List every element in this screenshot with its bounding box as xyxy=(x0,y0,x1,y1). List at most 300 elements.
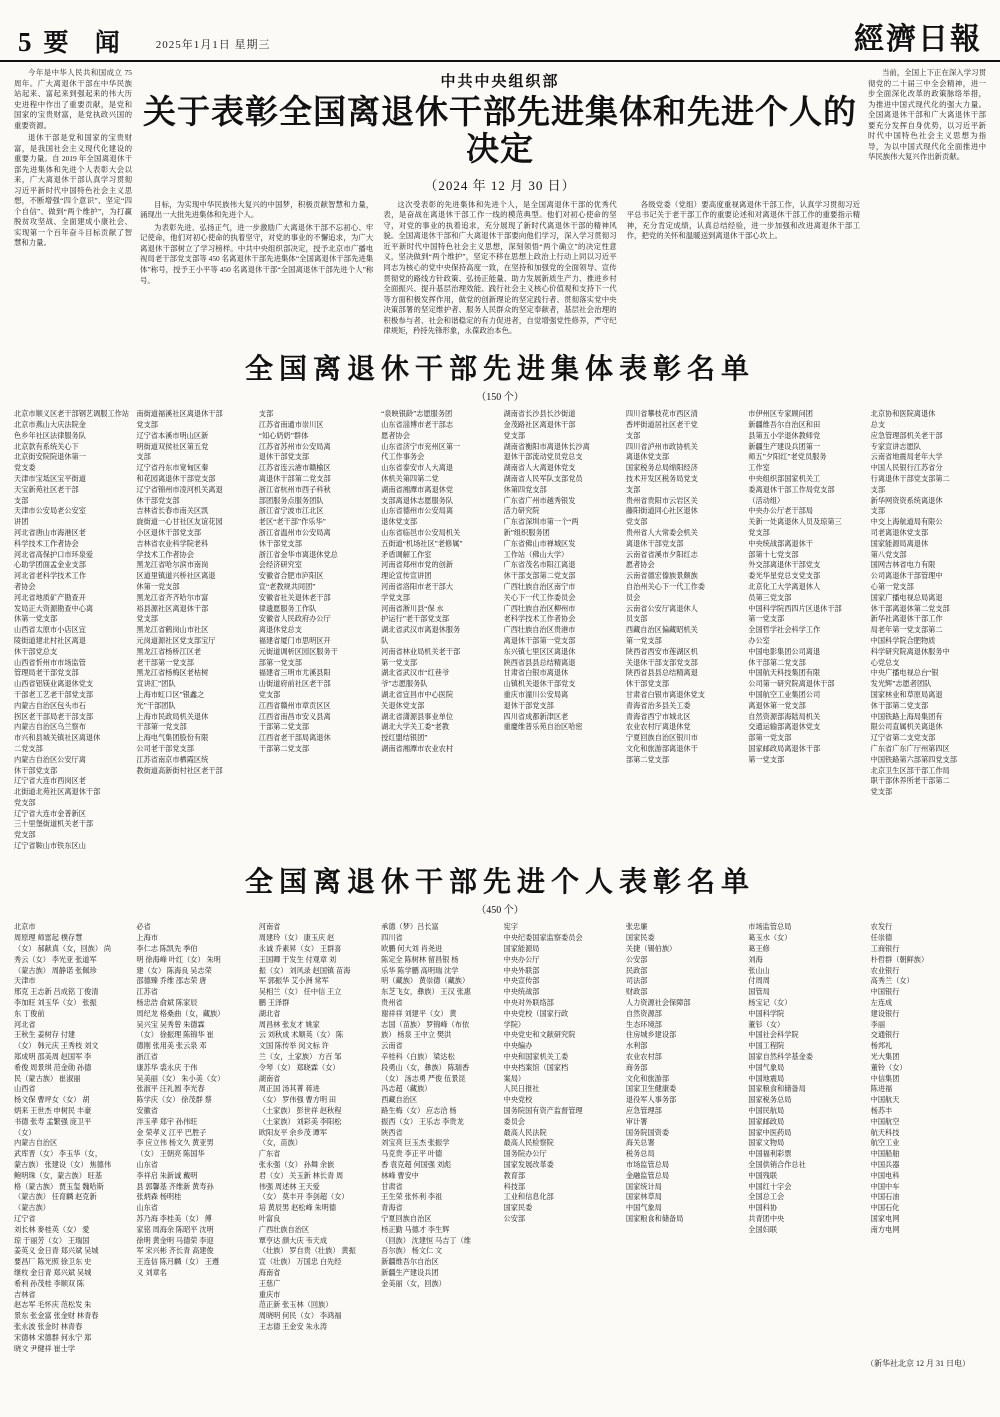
right-intro-column xyxy=(868,68,986,339)
list-item: 公安部 xyxy=(625,955,648,964)
dispatch-credit: （新华社北京 12 月 31 日电） xyxy=(866,1359,970,1369)
list-item: 中国铁路第六部第四党支部 xyxy=(870,755,957,764)
list-item: 东芝飞女，彝族） 王汉 张惠 xyxy=(381,988,471,997)
list-item: 国务院办公厅 xyxy=(503,1150,547,1159)
page-number: 5 xyxy=(18,27,32,57)
list-item: （女） 郝献真（女，回族） 尚 xyxy=(14,945,112,954)
list-item: 左连成 xyxy=(870,999,893,1008)
list-item: 国务院国资委 xyxy=(625,1128,670,1137)
list-item: 书德 张寿 孟繁强 庞卫平 xyxy=(14,1117,92,1126)
list-item: 河南省洛阳市老干部大 xyxy=(381,582,454,591)
list-item: （女） 徐振理 陈锦华 崔 xyxy=(136,1031,214,1040)
list-item: 陕西省西安市莲湖区机 xyxy=(625,647,698,656)
list-item: 内蒙古自治区乌兰察布 xyxy=(14,723,86,732)
list-item: 云南省省溪市夕阳红志 xyxy=(625,550,698,559)
list-item: 北京市 xyxy=(14,923,36,932)
list-item: 公司离退休干部管理中 xyxy=(870,572,943,581)
list-item: 党支部 xyxy=(14,831,36,840)
name-column xyxy=(626,409,741,765)
list-item: 国家林业和草原局离退 xyxy=(870,690,943,699)
list-item: 香 袁克超 何国强 刘彪 xyxy=(381,1161,452,1169)
collective-name-list xyxy=(14,409,986,852)
list-item: 江西省赣州市章贡区区 xyxy=(258,701,331,710)
list-item: 贵州省人大常委会机关 xyxy=(625,528,698,537)
list-item: 天宝新苑社区老干部 xyxy=(14,485,79,494)
list-item: 浙江省温州市公安局离 xyxy=(258,528,331,537)
list-item: 中国地震局 xyxy=(748,1074,785,1083)
list-item: 军 宋兴彬 齐长青 高建俊 xyxy=(136,1247,214,1256)
list-item: 伟强 周述林 王天爱 xyxy=(258,1182,320,1191)
list-item: 中国石油 xyxy=(870,1193,900,1202)
left-intro-column xyxy=(14,68,132,339)
list-item: “泉映银龄”志愿服务团 xyxy=(381,410,453,419)
list-item: 中交上海航道局有限公 xyxy=(870,518,943,527)
list-item: 人力资源社会保障部 xyxy=(625,999,691,1008)
list-item: 张永波 张金时 林青春 xyxy=(14,1322,83,1331)
list-item: 云南省德宏傣族景颇族 xyxy=(625,572,698,581)
list-item: 民（蒙古族） 崔淑丽 xyxy=(14,1074,81,1083)
lead-column-2 xyxy=(383,200,616,339)
list-item: 委离退休干部工作局党支部 xyxy=(748,485,835,494)
list-item: 浙江省 xyxy=(136,1053,158,1062)
list-item: 中央党校 xyxy=(503,1096,533,1105)
list-item: 江西省老干部局离退休 xyxy=(258,734,331,743)
list-item: 河北省地质矿产勘查开 xyxy=(14,593,86,602)
list-item: 江苏省南京市栖霞区统 xyxy=(136,755,209,764)
individual-banner: 全国离退休干部先进个人表彰名单 xyxy=(244,866,755,898)
list-item: 理论宣传宣讲团 xyxy=(381,572,432,581)
list-item: 国家电网 xyxy=(870,1214,900,1223)
individual-count: （450 个） xyxy=(476,905,524,917)
list-item: 县第五小学退休教师党 xyxy=(748,431,821,440)
list-item: 路生梅（女） 应志洽 杨 xyxy=(381,1107,457,1116)
list-item: 云南省地震局老年大学 xyxy=(870,453,943,462)
list-item: 明 徐海峰 叶红（女） 朱明 xyxy=(136,955,221,964)
list-item: 中央组织部国家机关工 xyxy=(748,474,821,483)
list-item: 外交部离退休干部党支 xyxy=(748,561,821,570)
list-item: 交通银行 xyxy=(870,1031,900,1040)
list-item: 云南省公安厅离退休人 xyxy=(625,604,698,613)
list-item: 天津市公安局老公安室 xyxy=(14,507,86,516)
list-item: 张永强（女） 孙舞 余嵌 xyxy=(258,1161,335,1169)
list-item: 金融监管总局 xyxy=(625,1171,670,1180)
name-column xyxy=(748,409,863,765)
list-item: 农发行 xyxy=(870,923,893,932)
list-item: （活动组） xyxy=(748,496,785,505)
list-item: 裕县源社区离退休干部 xyxy=(136,604,209,613)
list-item: 中国科协 xyxy=(748,1204,778,1213)
list-item: 案局） xyxy=(503,1074,526,1083)
list-item: 广西壮族自治区 xyxy=(258,1225,310,1234)
list-item: 覃亨达 颜大庆 韦天成 xyxy=(258,1236,328,1245)
list-item: 工作站（佛山大学） xyxy=(503,550,569,559)
list-item: 鲍明珠（女，蒙古族） 旺基 xyxy=(14,1171,103,1180)
list-item: 休干部第二党支部 xyxy=(870,701,929,710)
list-item: 党支委 xyxy=(14,464,36,473)
list-item: 安徽省人民政府办公厅 xyxy=(258,615,331,624)
list-item: 周正国 汤其菁 蒋进 xyxy=(258,1085,320,1094)
name-column xyxy=(259,922,374,1332)
list-item: 山镇机关退休干部党支 xyxy=(503,680,576,689)
list-item: 永诚 乔素昇（女） 王群喜 xyxy=(258,945,342,954)
name-column xyxy=(14,922,129,1354)
list-item: 令琴（女） 郑晓霖（女） xyxy=(258,1063,340,1072)
list-item: 范正新 张玉林（回族） xyxy=(258,1301,333,1310)
list-item: 郑成明 邵美周 赵国军 李 xyxy=(14,1053,92,1062)
list-item: 中国气象局 xyxy=(748,1063,785,1072)
list-item: 江苏省 xyxy=(136,988,158,997)
lead-paragraph: 为表彰先进、弘扬正气，进一步激励广大离退休干部不忘初心、牢记使命，他们对初心使命的执着坚守，对党的事业的不懈追求，为广大离退休干部树立了学习榜样。中共中央组织部决定，授予北京市广播电视局老干部党支部等 450 名离退休干部先进集体“全国离退休干部先进集体”称号，授予王小平等 450 名离退休干部“全国离退休干部先进个人”称号。 xyxy=(140,222,374,285)
list-item: 第一党支部 xyxy=(625,636,662,645)
list-item: 新疆生产建设兵团第一 xyxy=(748,442,821,451)
list-item: 中央办公厅老干部局 xyxy=(748,507,813,516)
list-item: 李仁志 陈凯先 季伯 xyxy=(136,945,198,954)
list-item: 中国人民银行江苏省分 xyxy=(870,464,943,473)
list-item: 北街道北苑社区离退休干部 xyxy=(14,788,101,797)
list-item: 新疆生产建设兵团 xyxy=(381,1268,439,1277)
list-item: 甘肃省白银市离退休党支 xyxy=(625,690,705,699)
list-item: 财政部 xyxy=(625,988,648,997)
list-item: 新华网资资系统离退休 xyxy=(870,496,943,505)
list-item: 老干部第一党支部 xyxy=(136,658,194,667)
list-item: （女） 罗伟强 曹方明 田 xyxy=(258,1096,337,1105)
list-item: 中国社会科学院 xyxy=(748,1031,799,1040)
list-item: 建设银行 xyxy=(870,1009,900,1018)
list-item: 全国供销合作总社 xyxy=(748,1161,806,1169)
list-item: 中国铁路上海局集团有 xyxy=(870,712,943,721)
list-item: 周晓明 何民（女） 李鸿福 xyxy=(258,1312,342,1321)
name-column xyxy=(136,922,251,1278)
list-item: 教街道高新街村社区老干部 xyxy=(136,766,223,775)
list-item: 湖北省 xyxy=(258,1009,281,1018)
list-item: 支部离退休志愿服务队 xyxy=(381,496,454,505)
list-item: 最高人民检察院 xyxy=(503,1139,554,1148)
list-item: 发局正大资源勘查中心离 xyxy=(14,604,94,613)
issuing-department: 中共中央组织部 xyxy=(440,74,560,90)
list-item: 吴兴宝 吴秀曾 朱德霖 xyxy=(136,1020,205,1029)
list-item: 第一党支部 xyxy=(748,755,785,764)
list-item: 张淑平 汪礼圆 李光春 xyxy=(136,1085,205,1094)
list-item: 南街道福溪社区离退休干部 xyxy=(136,410,223,419)
list-item: 张山山 xyxy=(748,966,770,975)
list-item: 元街道调析区园区服务干 xyxy=(258,647,338,656)
list-item: 中国工程院 xyxy=(748,1042,785,1051)
list-item: 发光辉”志愿者团队 xyxy=(870,680,932,689)
list-item: 王国卿 于发生 付观章 刘 xyxy=(258,955,337,964)
list-item: 马克贵 李正平 叶德 xyxy=(381,1150,443,1159)
list-item: 山西省 xyxy=(14,1085,36,1094)
lead-paragraph: 这次受表彰的先进集体和先进个人，是全国离退休干部的优秀代表，是奋战在离退休干部工作一线的模范典型。他们对初心使命的坚守，对党的事业的执着追求，充分展现了新时代离退休干部的精神风貌。全国离退休干部和广大离退休干部要向他们学习，深入学习贯彻习近平新时代中国特色社会主义思想，深刻领悟“两个确立”的决定性意义，坚决做到“两个维护”，坚定不移在思想上政治上行动上同以习近平同志为核心的党中央保持高度一致，在坚持和加强党的全面领导、宣传贯彻党的路线方针政策、弘扬正能量、助力发展新质生产力、推进乡村全面振兴、提升基层治理效能、践行社会主义核心价值观和支持下一代等方面积极发挥作用，做党的创新理论的坚定践行者、贯彻落实党中央决策部署的坚定维护者、服务人民群众的坚定奉献者，基层社会治理的积极参与者、社会和谐稳定的有力促进者，自觉增强党性修养，严守纪律规矩，矜持先锋形象，永葆政治本色。 xyxy=(383,199,617,336)
list-item: 广东省深圳市第一个“两 xyxy=(503,518,579,527)
list-item: 湖南省衡阳市离退休长沙离 xyxy=(503,442,590,451)
list-item: 支部 xyxy=(870,507,886,516)
list-item: 中央党史和文献研究院 xyxy=(503,1031,576,1040)
list-item: 员支部 xyxy=(625,615,648,624)
lead-column-1 xyxy=(140,200,373,339)
list-item: 农业银行 xyxy=(870,966,900,975)
list-item: 全国妇联 xyxy=(748,1225,778,1234)
list-item: 市场监管总局 xyxy=(748,923,792,932)
headline-column xyxy=(132,68,868,339)
list-item: 张忠廉 xyxy=(625,923,648,932)
name-column xyxy=(626,922,741,1224)
list-item: 李祥启 朱新诚 戴明 xyxy=(136,1171,198,1180)
list-item: 退役军人事务部 xyxy=(625,1096,677,1105)
list-item: 吴美丽（女） 朱小美（女） xyxy=(136,1074,225,1083)
list-item: 公司老干部党支部 xyxy=(136,744,194,753)
list-item: 宋德林 宋德群 何永宁 郑 xyxy=(14,1333,92,1342)
list-item: 上海电气集团股份有限 xyxy=(136,734,209,743)
list-item: 承德（梦）吕长富 xyxy=(381,923,439,932)
list-item: 五街道“机场社区”老修属” xyxy=(381,539,463,548)
list-item: 江苏省南通市崇川区 xyxy=(258,421,324,429)
list-item: 湖北省武汉市“红巷爷 xyxy=(381,669,450,678)
list-item: 金 荣孝义 江平 巴胜子 xyxy=(136,1128,207,1137)
list-item: 国务院国有资产监督管理 xyxy=(503,1107,583,1116)
list-item: 市兴和县城关镇社区离退休 xyxy=(14,734,101,743)
list-item: 西藏自治区偏藏昭机关 xyxy=(625,626,698,635)
list-item: 国家税务总局 xyxy=(748,1096,792,1105)
list-item: 休干部党支部 xyxy=(136,496,180,505)
list-item: 湖南省人民军队支部党员 xyxy=(503,474,583,483)
list-item: 司法部 xyxy=(625,977,648,986)
left-intro-paragraph: 退休干部是党和国家的宝贵财富，是我国社会主义现代化建设的重要力量。自 2019 年全国离退休干部先进集体和先进个人表彰大会以来，广大离退休干部认真学习贯彻习近平新时代中国特色社会主义思想，不断增强“四个意识”、坚定“四个自信”、做到“两个维护”，为打赢脱贫攻坚战、全面建成小康社会、实现第一个百年奋斗目标贡献了智慧和力量。 xyxy=(14,133,132,248)
list-item: 志国（苗族） 罗锦峰（布依 xyxy=(381,1020,470,1029)
list-item: 天津市宝坻区宝平街道 xyxy=(14,474,86,483)
list-item: 贵州省贵阳市云岩区关 xyxy=(625,496,698,505)
lead-paragraph: 当前，全国上下正在深入学习贯彻党的二十届三中全会精神，进一步全面深化改革的政策脉络举措，为推进中国式现代化的强大力量。全国离退休干部和广大离退休干部要充分发挥自身优势，以习近平新时代中国特色社会主义思想为指导，为以中国式现代化全面推进中华民族伟大复兴作出新贡献。 xyxy=(868,68,986,162)
list-item: 离退休干部第二党支部 xyxy=(258,474,331,483)
list-item: 中国电影集团公司离退 xyxy=(748,647,821,656)
list-item: 江苏省苏州市公安局离 xyxy=(258,442,331,451)
list-item: 广东省佛山市禅城区发 xyxy=(503,539,576,548)
list-item: 离退休干部党支部 xyxy=(625,539,684,548)
list-item: 生态环境部 xyxy=(625,1020,662,1029)
list-item: 二党支部 xyxy=(14,744,43,753)
list-item: 休干部党支部 xyxy=(14,766,58,775)
section-title: 要 闻 xyxy=(43,30,130,57)
list-item: 天津市 xyxy=(14,977,36,986)
list-item: 吉林省长春市南关区凯 xyxy=(136,507,209,516)
list-item: 第一党支部 xyxy=(381,658,418,667)
list-item: 北京化工大学离退休人 xyxy=(748,582,821,591)
list-item: 中国电科 xyxy=(870,1171,900,1180)
list-item: 党支部 xyxy=(14,798,36,807)
list-item: 中央统战部离退休干 xyxy=(748,539,813,548)
list-item: 第一党支部 xyxy=(748,615,785,624)
list-item: 中央档案馆（国家档 xyxy=(503,1063,569,1072)
list-item: 兰（女，土家族） 方百 邹 xyxy=(258,1053,342,1062)
name-column xyxy=(504,922,619,1224)
list-item: 中国气象局 xyxy=(625,1204,662,1213)
list-item: 宁夏回族自治区银川市 xyxy=(625,734,698,743)
list-item: 青海省 xyxy=(381,1204,403,1213)
list-item: 河北省老科学技术工作 xyxy=(14,572,86,581)
list-item: 吉林省 xyxy=(14,1290,36,1299)
list-item: 北京协和医院离退休 xyxy=(870,410,936,419)
list-item: 部第一党支部 xyxy=(258,658,302,667)
list-item: 国家粮食和储备局 xyxy=(625,1214,684,1223)
list-item: 重庆市潼川公安局离 xyxy=(503,690,569,699)
list-item: 党支部 xyxy=(625,518,648,527)
list-item: （回族） 沈建恒 马吉丁（维 xyxy=(381,1236,471,1245)
list-item: 公安部 xyxy=(503,1214,526,1223)
list-item: 黑龙江省鹤岗山市社区 xyxy=(136,626,209,635)
list-item: 管理局老干部党支部 xyxy=(14,669,79,678)
list-item: 国网吉林省电力有限 xyxy=(870,561,936,570)
list-item: 师五”夕阳红”老党员服务 xyxy=(748,453,827,462)
list-item: 愿者协会 xyxy=(381,431,410,440)
list-item: 任崇德 xyxy=(870,934,893,943)
list-item: 司老离退休党支部 xyxy=(870,528,929,537)
list-item: 河北省高保护口市环泉爱 xyxy=(14,550,94,559)
decision-date: （2024 年 12 月 30 日） xyxy=(424,177,576,193)
list-item: 葛王修 xyxy=(748,945,770,954)
list-item: 康苏华 裘永庆 于伟 xyxy=(136,1063,198,1072)
list-item: 中信集团 xyxy=(870,1074,900,1083)
list-item: 东 丁俊前 xyxy=(14,1009,45,1018)
list-item: 中央统战部 xyxy=(503,988,540,997)
list-item: 文化和旅游部 xyxy=(625,1074,670,1083)
name-column xyxy=(871,922,986,1235)
list-item: 山西省忻州市市场监管 xyxy=(14,658,86,667)
list-item: 王生荣 张怀利 李祖 xyxy=(381,1193,443,1202)
list-item: 河南省郑州市党的创新 xyxy=(381,561,454,570)
list-item: 黑龙江省杨桥江区老 xyxy=(136,647,202,656)
list-item: 周原理 师雷起 樸存慧 xyxy=(14,934,83,943)
list-item: 市伊州区专家顾问团 xyxy=(748,410,813,419)
list-item: 国家民委 xyxy=(503,1204,533,1213)
list-item: 林峰 曹安中 xyxy=(381,1171,419,1180)
list-item: 委光华星党总支党支部 xyxy=(748,572,821,581)
list-item: 新”组织服务团 xyxy=(503,528,550,537)
list-item: 山东省 xyxy=(136,1204,158,1213)
list-item: 中央办公厅 xyxy=(503,955,540,964)
list-item: 科学研究院离退休服务中 xyxy=(870,647,950,656)
list-item: 中央外联部 xyxy=(503,966,540,975)
list-item: 湖南省人大离退休党支 xyxy=(503,464,576,473)
list-item: 四川省成都新津区老 xyxy=(503,712,569,721)
list-item: 广东省广州市越秀银发 xyxy=(503,496,576,505)
list-item: 王志德 王金安 朱永涛 xyxy=(258,1322,328,1331)
list-item: 金茂路社区离退休干部 xyxy=(503,421,576,429)
list-item: 内蒙古自治区 xyxy=(14,1139,58,1148)
list-item: 学党支部 xyxy=(381,593,410,602)
list-item: 辽宁省锦州市凌河机关离退 xyxy=(136,485,223,494)
list-item: 支部 xyxy=(136,453,151,462)
list-item: 杨正勤 马德才 李生辉 xyxy=(381,1225,450,1234)
list-item: 金美丽（女，回族） xyxy=(381,1279,446,1288)
list-item: 西藏自治区 xyxy=(381,1096,418,1105)
list-item: 员会 xyxy=(625,593,641,602)
list-item: 矛盾调解工作室 xyxy=(381,550,432,559)
list-item: 党支部 xyxy=(748,528,770,537)
list-item: 休干部支部第二党支部 xyxy=(503,572,576,581)
list-item: 关新一处离退休人员及琼第三 xyxy=(748,518,842,527)
list-item: 休干部党支部 xyxy=(258,539,302,548)
list-item: 董铃（女） xyxy=(870,1063,907,1072)
list-item: 青海省西宁市城北区 xyxy=(625,712,691,721)
list-item: 陈进福 xyxy=(870,1085,893,1094)
list-item: （壮族） 罗自贵（壮族） 黄振 xyxy=(258,1247,356,1256)
list-item: 支部 xyxy=(14,496,29,505)
list-item: 三十里堡街道机关老干部 xyxy=(14,820,94,829)
list-item: 公司第一研究院离退休干部 xyxy=(748,680,835,689)
list-item: 农业农村部 xyxy=(625,1053,662,1062)
list-item: 拐区老干部局老干部支部 xyxy=(14,712,94,721)
list-item: 北京卫生区部干部工作局 xyxy=(870,766,950,775)
collective-banner: 全国离退休干部先进集体表彰名单 xyxy=(244,353,755,385)
list-item: 景东 张金富 张金财 林青春 xyxy=(14,1312,99,1321)
list-item: 文国 陈传举 闵文标 许 xyxy=(258,1042,329,1051)
list-item: 自然资源部海陆局机关 xyxy=(748,712,821,721)
list-item: 愿者协会 xyxy=(625,561,655,570)
list-item: 藤阳街道同心社区退休 xyxy=(625,507,698,516)
list-item: 家铭 周海余 陈昭平 沈明 xyxy=(136,1225,214,1234)
list-item: （女） 莫丰开 李剑超（女） xyxy=(258,1193,349,1202)
list-item: 河北省 xyxy=(14,1020,36,1029)
name-column xyxy=(504,409,619,733)
list-item: 王秋生 姜树存 付建 xyxy=(14,1031,76,1040)
list-item: 陵街道建北村社区离退 xyxy=(14,636,86,645)
list-item: 辽宁省鞍山市铁东区山 xyxy=(14,842,86,851)
list-item: 离退休干部第一党支部 xyxy=(503,636,576,645)
lead-column-3 xyxy=(627,200,860,339)
list-item: 辛桂科（白族） 梁达松 xyxy=(381,1053,455,1062)
list-item: 山东省泰安市人大离退 xyxy=(381,464,454,473)
list-item: 党支部 xyxy=(870,788,893,797)
list-item: 中国科学院合肥物质 xyxy=(870,636,936,645)
list-item: 陕西省县县总结精离退 xyxy=(625,669,698,678)
list-item: 谢祥祥 刘建平（女） 黄 xyxy=(381,1009,457,1018)
list-item: 元岗道源社区党支部宝厅 xyxy=(136,636,216,645)
list-item: 杨文保 曹坪女（女） 胡 xyxy=(14,1096,90,1105)
list-item: 色乡年社区法律服务队 xyxy=(14,431,86,440)
list-item: 支部 xyxy=(625,431,641,440)
list-item: 中国航空 xyxy=(870,1117,900,1126)
list-item: 山东省济宁市兖州区第一 xyxy=(381,442,461,451)
list-item: 国管局 xyxy=(748,988,770,997)
list-item: 关捷（锡伯族） xyxy=(625,945,677,954)
list-item: 高秀兰（女） xyxy=(870,977,914,986)
list-item: 杨宝记（女） xyxy=(748,999,792,1008)
list-item: 刘宝亮 巨玉杰 张振学 xyxy=(381,1139,450,1148)
list-item: 朴哲群（朝鲜族） xyxy=(870,955,929,964)
name-column xyxy=(136,409,251,776)
list-item: 最高人民法院 xyxy=(503,1128,547,1137)
individual-section xyxy=(0,866,1000,1375)
list-item: 工商银行 xyxy=(870,945,900,954)
list-item: 董钐（女） xyxy=(748,1020,785,1029)
article-zone xyxy=(0,62,1000,339)
list-item: 江苏省连云港市赣榆区 xyxy=(258,464,331,473)
list-item: 中国红十字会 xyxy=(748,1182,792,1191)
list-item: 老区“老干部”作乐华” xyxy=(258,518,326,527)
list-item: 国家能源局 xyxy=(503,945,540,954)
list-item: 张炳森 杨明桂 xyxy=(136,1193,182,1202)
list-item: （蒙古族） 周静诺 张佩珍 xyxy=(14,966,97,975)
list-item: 支部 xyxy=(258,410,274,419)
list-item: 航天科技 xyxy=(870,1128,900,1137)
list-item: 中国航天 xyxy=(870,1096,900,1105)
list-item: 青海省治多县关工委 xyxy=(625,701,691,710)
list-item: （女） xyxy=(14,1128,36,1137)
list-item: 杨邦礼 xyxy=(870,1042,893,1051)
list-item: 云 刘秋成 术顺英（女） 陈 xyxy=(258,1031,344,1040)
list-item: 湖北省武汉市离退休服务 xyxy=(381,626,461,635)
list-item: 周建玲（女） 康玉庆 赵 xyxy=(258,934,335,943)
list-item: 自治州关心下一代工作委 xyxy=(625,582,705,591)
